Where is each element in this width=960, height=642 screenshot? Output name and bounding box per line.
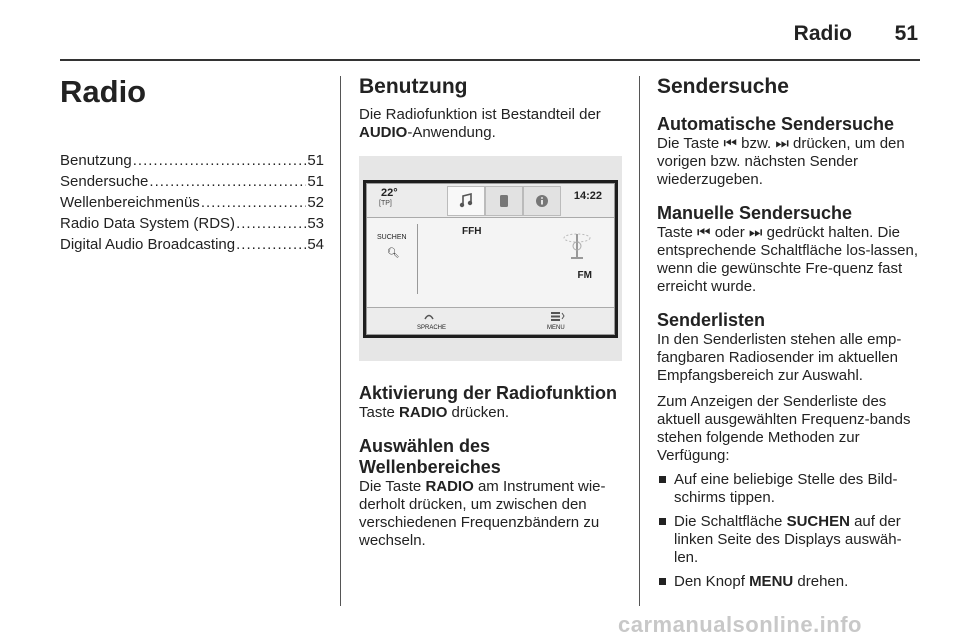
heading-line: Wellenbereiches <box>359 457 501 477</box>
toc-leader <box>133 150 307 171</box>
toc-entry-page: 51 <box>307 152 324 169</box>
toc-entry-label: Sendersuche <box>60 173 149 190</box>
section-heading-sendersuche: Sendersuche <box>657 75 789 98</box>
station-lists-paragraph: In den Senderlisten stehen alle emp-fangbaren Radiosender im aktuellen Empfangsbereich zur Auswahl. <box>657 331 902 384</box>
key-radio: RADIO <box>399 404 448 421</box>
info-icon <box>523 186 561 216</box>
text-span: drücken. <box>451 404 510 421</box>
column-divider <box>340 76 341 606</box>
text-span: Taste <box>359 404 395 421</box>
menu-icon <box>551 311 565 321</box>
subheading-manual-search: Manuelle Sendersuche <box>657 203 853 223</box>
subheading-auto-search: Automatische Sendersuche <box>657 114 895 134</box>
text-span: Den Knopf <box>674 573 745 590</box>
toc-leader <box>149 171 306 192</box>
watermark: carmanualsonline.info <box>618 612 862 637</box>
auswahl-paragraph <box>359 478 622 550</box>
display-bottom-bar <box>367 307 614 334</box>
text-span: Die Radiofunktion ist Bestandteil der <box>359 106 601 123</box>
list-item <box>657 573 921 591</box>
aktivierung-paragraph <box>359 404 622 422</box>
list-item <box>657 513 921 567</box>
right-column <box>657 74 921 597</box>
skip-forward-icon: ⏭︎ <box>775 135 789 152</box>
toc-leader <box>236 234 306 255</box>
menu-label: MENU <box>547 325 565 331</box>
toc-entry[interactable] <box>60 213 324 234</box>
section-heading-benutzung: Benutzung <box>359 75 468 98</box>
toc-entry-page: 53 <box>307 215 324 232</box>
text-span: bzw. <box>741 135 772 152</box>
auto-search-paragraph <box>657 135 921 189</box>
text-span: oder <box>714 224 745 241</box>
voice-icon <box>423 311 435 321</box>
search-label: SUCHEN <box>377 234 407 241</box>
section-heading-auswahl <box>359 436 622 478</box>
clock-readout: 14:22 <box>573 190 602 202</box>
subheading-station-lists: Senderlisten <box>657 310 766 330</box>
text-span: Die Schaltfläche <box>674 513 783 530</box>
toc-entry-label: Digital Audio Broadcasting <box>60 236 236 253</box>
text-span: Die Taste <box>359 478 422 495</box>
station-lists-methods-paragraph: Zum Anzeigen der Senderliste des aktuell ausgewählten Frequenz-bands stehen folgende Methoden zur Verfügung: <box>657 393 911 464</box>
methods-list <box>657 471 921 591</box>
text-span: auf der linken Seite des Displays auswäh-len. <box>674 513 902 566</box>
text-span: gedrückt halten. Die entsprechende Schaltfläche los-lassen, wenn die gewünschte Fre-quenz fast erreicht wurde. <box>657 224 918 295</box>
skip-back-icon: ⏮︎ <box>697 224 711 241</box>
middle-column <box>359 74 622 550</box>
antenna-icon <box>562 228 592 266</box>
text-span: drücken, um den vorigen bzw. nächsten Sender wiederzugeben. <box>657 135 905 188</box>
skip-back-icon: ⏮︎ <box>723 135 737 152</box>
display-top-bar <box>367 184 614 218</box>
chapter-title: Radio <box>60 74 147 109</box>
band-label: FM <box>577 270 592 281</box>
tp-indicator: [TP] <box>379 200 392 207</box>
toc-entry-page: 52 <box>307 194 324 211</box>
text-span: Taste <box>657 224 693 241</box>
toc-entry-label: Benutzung <box>60 152 132 169</box>
toc-entry[interactable] <box>60 150 324 171</box>
display-bezel <box>363 180 618 338</box>
toc-entry[interactable] <box>60 192 324 213</box>
page-number: 51 <box>894 22 918 45</box>
text-span: drehen. <box>797 573 849 590</box>
screen-divider <box>417 224 418 294</box>
key-menu: MENU <box>749 573 794 590</box>
toc-leader <box>236 213 306 234</box>
text-span: Die Taste <box>657 135 720 152</box>
toc-entry-label: Radio Data System (RDS) <box>60 215 236 232</box>
music-note-icon <box>447 186 485 216</box>
column-divider <box>639 76 640 606</box>
key-radio: RADIO <box>425 478 474 495</box>
running-header-title: Radio <box>793 22 852 45</box>
skip-forward-icon: ⏭︎ <box>748 224 763 241</box>
phone-icon <box>485 186 523 216</box>
toc-column <box>60 74 324 255</box>
toc-entry-page: 54 <box>307 236 324 253</box>
section-heading-aktivierung: Aktivierung der Radiofunktion <box>359 383 618 403</box>
key-suchen: SUCHEN <box>786 513 850 530</box>
list-item: Auf eine beliebige Stelle des Bild-schirms tippen. <box>657 471 921 507</box>
toc-entry-label: Wellenbereichmenüs <box>60 194 200 211</box>
key-audio: AUDIO <box>359 124 408 141</box>
text-span: am Instrument wie-derholt drücken, um zwischen den verschiedenen Frequenzbändern zu wechseln. <box>359 478 606 549</box>
toc-entry[interactable] <box>60 234 324 255</box>
display-screen <box>366 183 615 335</box>
manual-search-paragraph <box>657 224 921 296</box>
temperature-readout: 22° <box>381 187 398 199</box>
toc-entry[interactable] <box>60 171 324 192</box>
header-divider <box>60 59 920 61</box>
speech-label: SPRACHE <box>417 325 447 331</box>
station-name: FFH <box>462 226 482 237</box>
benutzung-paragraph <box>359 106 622 142</box>
toc-entry-page: 51 <box>307 173 324 190</box>
heading-line: Auswählen des <box>359 436 491 456</box>
search-icon: 🔍︎ <box>387 248 400 259</box>
toc-leader <box>201 192 307 213</box>
radio-display-illustration <box>359 156 622 361</box>
text-span: -Anwendung. <box>407 124 496 141</box>
